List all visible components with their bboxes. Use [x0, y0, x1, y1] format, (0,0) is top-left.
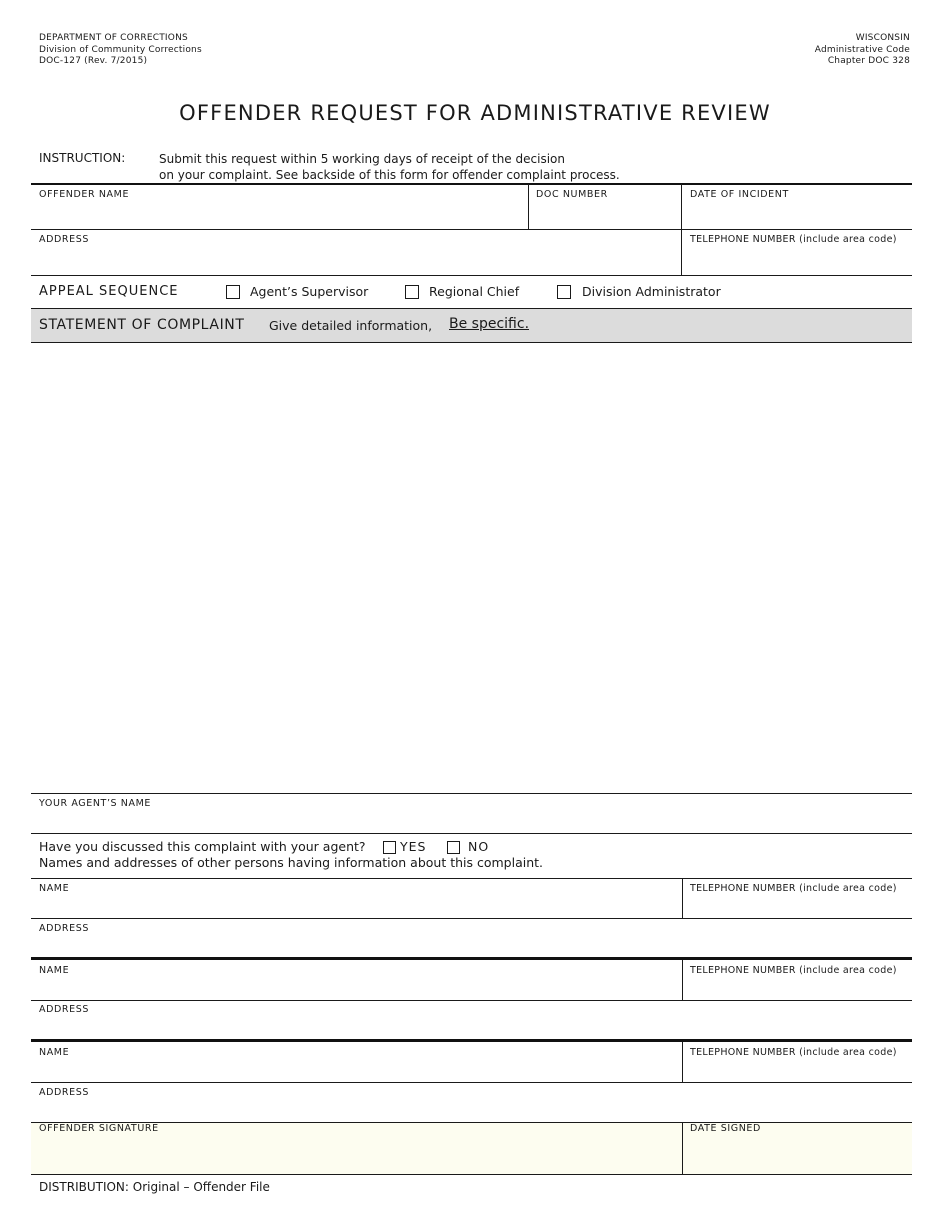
- offender-address-field[interactable]: ADDRESS: [39, 234, 89, 245]
- person-1-address-field[interactable]: ADDRESS: [39, 923, 89, 934]
- header-department: DEPARTMENT OF CORRECTIONS: [39, 33, 188, 43]
- person-3-name-field[interactable]: NAME: [39, 1047, 70, 1058]
- divider: [31, 957, 912, 960]
- person-2-address-field[interactable]: ADDRESS: [39, 1004, 89, 1015]
- divider: [31, 793, 912, 794]
- agents-supervisor-checkbox[interactable]: [226, 285, 240, 299]
- person-1-telephone-field[interactable]: TELEPHONE NUMBER (include area code): [690, 883, 897, 894]
- divider: [682, 960, 683, 1000]
- divider: [31, 308, 912, 309]
- divider: [31, 183, 912, 185]
- date-of-incident-field[interactable]: DATE OF INCIDENT: [690, 189, 789, 200]
- agent-name-field[interactable]: YOUR AGENT’S NAME: [39, 798, 152, 809]
- person-1-name-field[interactable]: NAME: [39, 883, 70, 894]
- divider: [31, 275, 912, 276]
- instruction-label: INSTRUCTION:: [39, 151, 126, 165]
- divider: [31, 1122, 912, 1123]
- date-signed-field[interactable]: DATE SIGNED: [690, 1123, 761, 1134]
- divider: [31, 1174, 912, 1175]
- regional-chief-checkbox[interactable]: [405, 285, 419, 299]
- header-state: WISCONSIN: [855, 33, 910, 43]
- offender-telephone-field[interactable]: TELEPHONE NUMBER (include area code): [690, 234, 897, 245]
- discussed-yes-checkbox[interactable]: [383, 841, 396, 854]
- statement-emphasis: Be specific.: [449, 316, 530, 332]
- divider: [31, 878, 912, 879]
- offender-signature-field[interactable]: OFFENDER SIGNATURE: [39, 1123, 159, 1134]
- header-chapter: Chapter DOC 328: [827, 56, 910, 66]
- agents-supervisor-label: Agent’s Supervisor: [250, 284, 369, 299]
- instruction-text: [159, 151, 620, 183]
- discussed-no-checkbox[interactable]: [447, 841, 460, 854]
- statement-label: STATEMENT OF COMPLAINT: [39, 317, 245, 333]
- divider: [528, 184, 529, 229]
- divider: [31, 1000, 912, 1001]
- signature-area: [31, 1122, 912, 1174]
- divider: [31, 1039, 912, 1042]
- statement-hint: Give detailed information,: [269, 318, 433, 333]
- header-code-reference: [815, 33, 910, 68]
- divider: [31, 1082, 912, 1083]
- regional-chief-label: Regional Chief: [429, 284, 520, 299]
- divider: [31, 918, 912, 919]
- discussed-no-label: NO: [468, 839, 490, 854]
- discussed-question: Have you discussed this complaint with your agent?: [39, 839, 366, 854]
- header-division: Division of Community Corrections: [39, 44, 202, 55]
- header-agency: [39, 33, 202, 68]
- person-2-telephone-field[interactable]: TELEPHONE NUMBER (include area code): [690, 965, 897, 976]
- header-admin-code: Administrative Code: [814, 44, 910, 55]
- divider: [682, 878, 683, 918]
- divider: [31, 229, 912, 230]
- discussed-yes-label: YES: [400, 839, 427, 854]
- other-persons-instruction: Names and addresses of other persons having information about this complaint.: [39, 855, 544, 870]
- divider: [682, 1042, 683, 1082]
- form-title: OFFENDER REQUEST FOR ADMINISTRATIVE REVIEW: [179, 101, 771, 125]
- division-administrator-checkbox[interactable]: [557, 285, 571, 299]
- person-3-address-field[interactable]: ADDRESS: [39, 1087, 89, 1098]
- divider: [31, 833, 912, 834]
- complaint-text-area[interactable]: [31, 343, 912, 793]
- offender-name-field[interactable]: OFFENDER NAME: [39, 189, 130, 200]
- divider: [682, 1122, 683, 1174]
- instruction-line-1: Submit this request within 5 working days of receipt of the decision: [159, 152, 565, 166]
- instruction-line-2: on your complaint. See backside of this form for offender complaint process.: [159, 168, 620, 182]
- distribution-note: DISTRIBUTION: Original – Offender File: [39, 1180, 270, 1194]
- person-2-name-field[interactable]: NAME: [39, 965, 70, 976]
- division-administrator-label: Division Administrator: [582, 284, 721, 299]
- person-3-telephone-field[interactable]: TELEPHONE NUMBER (include area code): [690, 1047, 897, 1058]
- doc-number-field[interactable]: DOC NUMBER: [536, 189, 608, 200]
- header-form-number: DOC-127 (Rev. 7/2015): [39, 56, 148, 66]
- appeal-sequence-label: APPEAL SEQUENCE: [39, 284, 179, 299]
